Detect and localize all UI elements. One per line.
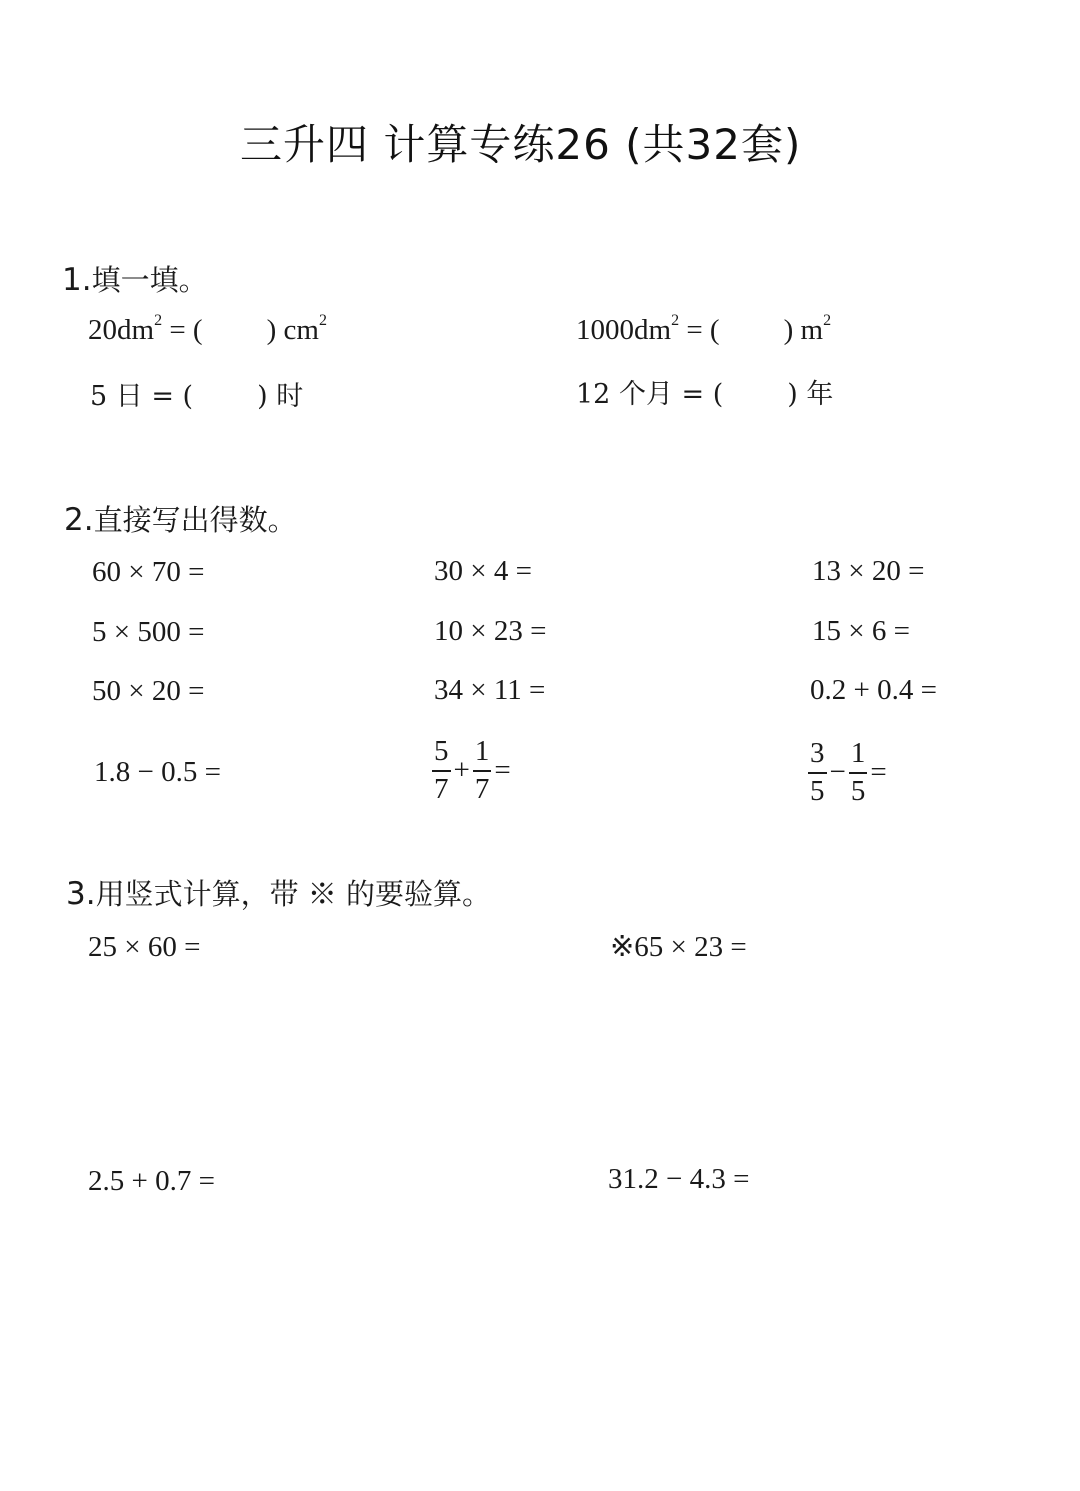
question-1-2 xyxy=(576,314,831,347)
q1-3-lhs: 5 日 = ( xyxy=(90,381,194,412)
section-3-number: 3. xyxy=(66,876,96,912)
equals-sign: = xyxy=(870,756,887,789)
calc-item: 15 × 6 = xyxy=(812,615,910,647)
calc-item: 50 × 20 = xyxy=(92,675,205,707)
calc-item: 34 × 11 = xyxy=(434,674,546,706)
fraction-expression xyxy=(432,736,514,806)
q1-1-unit-sup: 2 xyxy=(318,312,327,329)
page-title: 三升四 计算专练26 (共32套) xyxy=(240,120,802,169)
calc-item: 10 × 23 = xyxy=(434,615,547,647)
denominator: 5 xyxy=(850,774,866,807)
section-3-title: 用竖式计算，带 ※ 的要验算。 xyxy=(95,877,492,911)
q1-3-unit: 时 xyxy=(276,381,304,412)
vertical-calc-problem: ※65 × 23 = xyxy=(610,931,747,963)
vertical-calc-problem: 2.5 + 0.7 = xyxy=(88,1165,215,1197)
fraction xyxy=(432,736,451,806)
vertical-calc-problem: 25 × 60 = xyxy=(88,931,201,963)
calc-item: 13 × 20 = xyxy=(812,555,925,587)
calc-item: 0.2 + 0.4 = xyxy=(810,674,937,706)
section-2-heading xyxy=(64,498,297,539)
operator: − xyxy=(829,756,846,789)
fraction xyxy=(808,738,827,808)
equals-sign: = xyxy=(494,754,511,787)
q1-1-close: ) xyxy=(266,314,277,346)
denominator: 7 xyxy=(474,772,490,805)
q1-1-unit: cm xyxy=(283,314,319,346)
q1-2-close: ) xyxy=(783,314,794,346)
fraction-expression xyxy=(808,738,890,808)
vertical-calc-problem: 31.2 − 4.3 = xyxy=(608,1163,750,1195)
denominator: 5 xyxy=(810,774,825,807)
q1-2-lhs: 1000dm xyxy=(576,314,672,346)
fraction xyxy=(473,736,492,806)
q1-2-unit-sup: 2 xyxy=(823,312,832,329)
q1-1-lhs: 20dm xyxy=(88,314,155,346)
q1-1-lhs-sup: 2 xyxy=(154,312,163,329)
calc-item: 30 × 4 = xyxy=(434,555,532,587)
q1-4-lhs: 12 个月 = ( xyxy=(576,379,724,410)
numerator: 3 xyxy=(808,738,827,774)
numerator: 1 xyxy=(473,736,492,772)
section-2-number: 2. xyxy=(64,502,94,538)
q1-4-close: ) xyxy=(787,379,798,410)
operator: + xyxy=(453,754,470,787)
q1-1-open: = ( xyxy=(169,314,203,346)
numerator: 1 xyxy=(849,738,868,774)
section-1-number: 1. xyxy=(62,262,92,298)
section-2-title: 直接写出得数。 xyxy=(93,503,297,537)
section-1-title: 填一填。 xyxy=(91,263,208,297)
section-3-heading xyxy=(66,872,491,913)
question-1-3 xyxy=(90,374,303,413)
calc-item: 5 × 500 = xyxy=(92,616,205,648)
fraction xyxy=(849,738,868,808)
q1-2-open: = ( xyxy=(686,314,720,346)
numerator: 5 xyxy=(432,736,451,772)
denominator: 7 xyxy=(434,772,449,805)
q1-3-close: ) xyxy=(257,381,268,412)
q1-4-unit: 年 xyxy=(806,379,834,410)
q1-2-unit: m xyxy=(800,314,824,346)
q1-2-lhs-sup: 2 xyxy=(671,312,680,329)
question-1-4 xyxy=(576,372,833,411)
calc-item: 60 × 70 = xyxy=(92,556,205,588)
calc-item: 1.8 − 0.5 = xyxy=(94,756,221,788)
question-1-1 xyxy=(88,314,327,347)
section-1-heading xyxy=(62,258,208,299)
